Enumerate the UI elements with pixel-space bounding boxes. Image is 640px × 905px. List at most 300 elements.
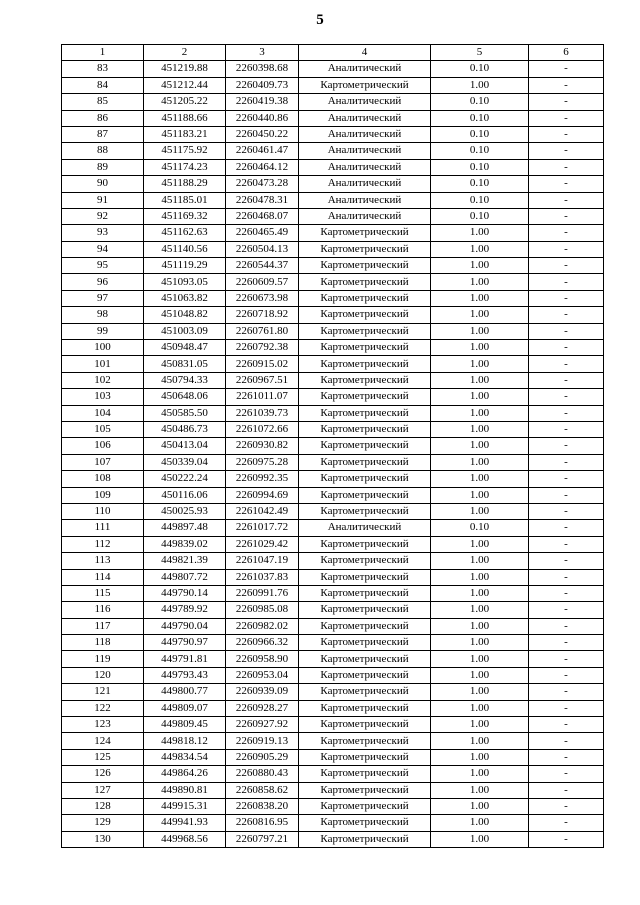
- table-cell: 451174.23: [144, 159, 226, 175]
- table-cell: 1.00: [431, 749, 529, 765]
- table-cell: 449915.31: [144, 798, 226, 814]
- table-cell: 451183.21: [144, 126, 226, 142]
- table-cell: Картометрический: [299, 389, 431, 405]
- page-number: 5: [316, 12, 324, 28]
- header-row: [62, 45, 604, 61]
- table-cell: 92: [62, 208, 144, 224]
- table-cell: 2260464.12: [226, 159, 299, 175]
- table-cell: -: [529, 618, 604, 634]
- table-row: [62, 208, 604, 224]
- table-cell: 2261072.66: [226, 421, 299, 437]
- table-cell: 2260975.28: [226, 454, 299, 470]
- table-cell: 2260465.49: [226, 225, 299, 241]
- table-cell: 120: [62, 667, 144, 683]
- table-cell: 2260419.38: [226, 94, 299, 110]
- table-cell: 449968.56: [144, 831, 226, 847]
- table-row: [62, 356, 604, 372]
- table-cell: 83: [62, 61, 144, 77]
- table-row: [62, 733, 604, 749]
- table-cell: -: [529, 487, 604, 503]
- table-cell: 449790.04: [144, 618, 226, 634]
- table-cell: 114: [62, 569, 144, 585]
- table-cell: Картометрический: [299, 77, 431, 93]
- table-cell: Картометрический: [299, 766, 431, 782]
- table-cell: 2261029.42: [226, 536, 299, 552]
- table-cell: 1.00: [431, 503, 529, 519]
- table-cell: 451219.88: [144, 61, 226, 77]
- table-row: [62, 110, 604, 126]
- table-cell: 451175.92: [144, 143, 226, 159]
- table-cell: 2260478.31: [226, 192, 299, 208]
- table-cell: 1.00: [431, 471, 529, 487]
- table-cell: -: [529, 356, 604, 372]
- table-cell: 2261039.73: [226, 405, 299, 421]
- table-cell: 451205.22: [144, 94, 226, 110]
- table-cell: Картометрический: [299, 421, 431, 437]
- table-cell: Картометрический: [299, 405, 431, 421]
- table-row: [62, 225, 604, 241]
- table-cell: Аналитический: [299, 110, 431, 126]
- table-cell: 451048.82: [144, 307, 226, 323]
- table-cell: -: [529, 831, 604, 847]
- table-cell: -: [529, 585, 604, 601]
- table-cell: 102: [62, 372, 144, 388]
- table-cell: 94: [62, 241, 144, 257]
- table-cell: 1.00: [431, 307, 529, 323]
- table-cell: Картометрический: [299, 733, 431, 749]
- table-cell: 0.10: [431, 143, 529, 159]
- table-cell: Аналитический: [299, 520, 431, 536]
- table-cell: 110: [62, 503, 144, 519]
- table-cell: 127: [62, 782, 144, 798]
- table-cell: 2260858.62: [226, 782, 299, 798]
- table-cell: Аналитический: [299, 176, 431, 192]
- table-cell: -: [529, 323, 604, 339]
- table-cell: 450025.93: [144, 503, 226, 519]
- table-cell: 0.10: [431, 94, 529, 110]
- table-cell: 449864.26: [144, 766, 226, 782]
- table-row: [62, 749, 604, 765]
- table-cell: Картометрический: [299, 307, 431, 323]
- table-cell: -: [529, 733, 604, 749]
- table-cell: 449793.43: [144, 667, 226, 683]
- table-row: [62, 536, 604, 552]
- table-cell: 1.00: [431, 733, 529, 749]
- table-cell: 451093.05: [144, 274, 226, 290]
- table-cell: 100: [62, 340, 144, 356]
- table-cell: -: [529, 61, 604, 77]
- table-cell: 125: [62, 749, 144, 765]
- table-row: [62, 487, 604, 503]
- table-cell: 95: [62, 258, 144, 274]
- table-cell: Картометрический: [299, 749, 431, 765]
- table-cell: 450948.47: [144, 340, 226, 356]
- table-cell: 2260473.28: [226, 176, 299, 192]
- table-cell: -: [529, 749, 604, 765]
- table-cell: 1.00: [431, 77, 529, 93]
- table-cell: 1.00: [431, 454, 529, 470]
- table-cell: 1.00: [431, 553, 529, 569]
- table-cell: 2261042.49: [226, 503, 299, 519]
- table-cell: 91: [62, 192, 144, 208]
- table-cell: -: [529, 258, 604, 274]
- table-cell: 122: [62, 700, 144, 716]
- table-cell: 450339.04: [144, 454, 226, 470]
- table-cell: 0.10: [431, 192, 529, 208]
- table-cell: 449897.48: [144, 520, 226, 536]
- table-cell: 449834.54: [144, 749, 226, 765]
- table-cell: Картометрический: [299, 569, 431, 585]
- table-cell: -: [529, 536, 604, 552]
- header-cell: 6: [529, 45, 604, 61]
- table-cell: 119: [62, 651, 144, 667]
- table-cell: 2260927.92: [226, 717, 299, 733]
- table-cell: Картометрический: [299, 503, 431, 519]
- table-cell: 450585.50: [144, 405, 226, 421]
- table-cell: -: [529, 389, 604, 405]
- table-cell: 450116.06: [144, 487, 226, 503]
- table-cell: 90: [62, 176, 144, 192]
- table-row: [62, 274, 604, 290]
- table-cell: Картометрический: [299, 553, 431, 569]
- table-cell: 2260939.09: [226, 684, 299, 700]
- table-cell: 1.00: [431, 635, 529, 651]
- table-cell: 2260797.21: [226, 831, 299, 847]
- table-cell: -: [529, 176, 604, 192]
- table-cell: 449818.12: [144, 733, 226, 749]
- table-cell: 101: [62, 356, 144, 372]
- table-cell: 2261017.72: [226, 520, 299, 536]
- table-cell: -: [529, 290, 604, 306]
- table-cell: 451063.82: [144, 290, 226, 306]
- table-cell: -: [529, 569, 604, 585]
- table-cell: Картометрический: [299, 651, 431, 667]
- table-cell: 2260966.32: [226, 635, 299, 651]
- table-body: [62, 61, 604, 848]
- table-cell: 1.00: [431, 569, 529, 585]
- table-cell: 1.00: [431, 405, 529, 421]
- table-cell: -: [529, 225, 604, 241]
- table-cell: -: [529, 110, 604, 126]
- table-cell: 2260816.95: [226, 815, 299, 831]
- table-cell: Картометрический: [299, 372, 431, 388]
- table-cell: 1.00: [431, 585, 529, 601]
- table-cell: 2260504.13: [226, 241, 299, 257]
- table-cell: -: [529, 553, 604, 569]
- table-cell: 449789.92: [144, 602, 226, 618]
- table-cell: -: [529, 372, 604, 388]
- table-cell: 451140.56: [144, 241, 226, 257]
- table-cell: -: [529, 717, 604, 733]
- table-cell: 1.00: [431, 831, 529, 847]
- table-cell: 2260992.35: [226, 471, 299, 487]
- table-cell: 2260450.22: [226, 126, 299, 142]
- table-row: [62, 815, 604, 831]
- table-row: [62, 372, 604, 388]
- table-cell: 449807.72: [144, 569, 226, 585]
- table-cell: 0.10: [431, 176, 529, 192]
- table-cell: 113: [62, 553, 144, 569]
- table-cell: 124: [62, 733, 144, 749]
- table-cell: 451188.29: [144, 176, 226, 192]
- table-cell: 103: [62, 389, 144, 405]
- table-cell: 97: [62, 290, 144, 306]
- table-cell: 106: [62, 438, 144, 454]
- table-cell: 84: [62, 77, 144, 93]
- table-cell: Картометрический: [299, 471, 431, 487]
- table-cell: Картометрический: [299, 618, 431, 634]
- table-row: [62, 241, 604, 257]
- table-cell: 1.00: [431, 372, 529, 388]
- table-cell: 2261037.83: [226, 569, 299, 585]
- table-cell: 2260792.38: [226, 340, 299, 356]
- table-cell: -: [529, 143, 604, 159]
- table-cell: 115: [62, 585, 144, 601]
- table-cell: Картометрический: [299, 717, 431, 733]
- table-cell: Аналитический: [299, 126, 431, 142]
- table-cell: Картометрический: [299, 340, 431, 356]
- table-cell: 0.10: [431, 159, 529, 175]
- table-cell: 1.00: [431, 487, 529, 503]
- table-cell: 1.00: [431, 340, 529, 356]
- table-cell: 85: [62, 94, 144, 110]
- table-row: [62, 192, 604, 208]
- table-cell: 1.00: [431, 782, 529, 798]
- header-cell: 1: [62, 45, 144, 61]
- table-cell: 1.00: [431, 290, 529, 306]
- table-cell: Картометрический: [299, 831, 431, 847]
- table-cell: Аналитический: [299, 159, 431, 175]
- table-cell: 118: [62, 635, 144, 651]
- table-cell: 1.00: [431, 667, 529, 683]
- table-cell: 1.00: [431, 618, 529, 634]
- table-cell: Картометрический: [299, 798, 431, 814]
- table-cell: 450831.05: [144, 356, 226, 372]
- table-cell: Аналитический: [299, 192, 431, 208]
- table-row: [62, 258, 604, 274]
- table-cell: 2260982.02: [226, 618, 299, 634]
- table-cell: -: [529, 782, 604, 798]
- table-row: [62, 602, 604, 618]
- table-cell: 2261047.19: [226, 553, 299, 569]
- table-cell: Картометрический: [299, 585, 431, 601]
- table-cell: 449791.81: [144, 651, 226, 667]
- table-cell: Картометрический: [299, 241, 431, 257]
- table-row: [62, 126, 604, 142]
- table-cell: 451003.09: [144, 323, 226, 339]
- table-row: [62, 717, 604, 733]
- table-cell: 98: [62, 307, 144, 323]
- table-cell: -: [529, 77, 604, 93]
- table-cell: 449941.93: [144, 815, 226, 831]
- table-cell: 2261011.07: [226, 389, 299, 405]
- table-cell: 1.00: [431, 717, 529, 733]
- table-cell: 449800.77: [144, 684, 226, 700]
- table-cell: -: [529, 651, 604, 667]
- table-cell: 129: [62, 815, 144, 831]
- table-cell: 96: [62, 274, 144, 290]
- table-cell: 123: [62, 717, 144, 733]
- table-row: [62, 77, 604, 93]
- table-cell: Картометрический: [299, 667, 431, 683]
- table-row: [62, 618, 604, 634]
- table-cell: 451185.01: [144, 192, 226, 208]
- table-cell: Картометрический: [299, 290, 431, 306]
- table-cell: 449790.97: [144, 635, 226, 651]
- table-cell: 112: [62, 536, 144, 552]
- header-cell: 4: [299, 45, 431, 61]
- table-cell: -: [529, 208, 604, 224]
- table-cell: 2260930.82: [226, 438, 299, 454]
- table-cell: Картометрический: [299, 356, 431, 372]
- header-cell: 5: [431, 45, 529, 61]
- table-cell: 450222.24: [144, 471, 226, 487]
- table-cell: -: [529, 421, 604, 437]
- table-cell: 1.00: [431, 274, 529, 290]
- table-cell: -: [529, 815, 604, 831]
- table-cell: -: [529, 438, 604, 454]
- table-cell: Картометрический: [299, 684, 431, 700]
- table-row: [62, 290, 604, 306]
- table-row: [62, 176, 604, 192]
- table-row: [62, 94, 604, 110]
- table-row: [62, 389, 604, 405]
- table-row: [62, 635, 604, 651]
- table-cell: 1.00: [431, 258, 529, 274]
- table-cell: 2260985.08: [226, 602, 299, 618]
- table-cell: 449809.45: [144, 717, 226, 733]
- table-cell: 2260468.07: [226, 208, 299, 224]
- table-cell: 2260461.47: [226, 143, 299, 159]
- table-cell: 87: [62, 126, 144, 142]
- table-cell: Картометрический: [299, 536, 431, 552]
- table-cell: Картометрический: [299, 274, 431, 290]
- table-row: [62, 585, 604, 601]
- table-cell: 449890.81: [144, 782, 226, 798]
- table-row: [62, 307, 604, 323]
- table-cell: Картометрический: [299, 602, 431, 618]
- table-cell: 449839.02: [144, 536, 226, 552]
- table-row: [62, 159, 604, 175]
- table-cell: -: [529, 307, 604, 323]
- table-cell: -: [529, 667, 604, 683]
- table-row: [62, 438, 604, 454]
- table-cell: 105: [62, 421, 144, 437]
- table-cell: 450413.04: [144, 438, 226, 454]
- table-cell: -: [529, 126, 604, 142]
- table-cell: 2260609.57: [226, 274, 299, 290]
- table-cell: 1.00: [431, 815, 529, 831]
- table-cell: 0.10: [431, 61, 529, 77]
- coordinates-table: [61, 44, 604, 848]
- table-cell: 2260673.98: [226, 290, 299, 306]
- table-cell: Картометрический: [299, 438, 431, 454]
- table-cell: Аналитический: [299, 143, 431, 159]
- table-row: [62, 471, 604, 487]
- table-cell: 1.00: [431, 438, 529, 454]
- table-cell: 1.00: [431, 323, 529, 339]
- table-cell: 104: [62, 405, 144, 421]
- table-cell: 451188.66: [144, 110, 226, 126]
- table-row: [62, 782, 604, 798]
- table-cell: 0.10: [431, 208, 529, 224]
- table-row: [62, 503, 604, 519]
- table-cell: 1.00: [431, 766, 529, 782]
- table-cell: 0.10: [431, 126, 529, 142]
- table-cell: 2260409.73: [226, 77, 299, 93]
- table-cell: Аналитический: [299, 208, 431, 224]
- table-row: [62, 569, 604, 585]
- table-cell: 107: [62, 454, 144, 470]
- table-row: [62, 798, 604, 814]
- table-cell: 451212.44: [144, 77, 226, 93]
- table-cell: 99: [62, 323, 144, 339]
- table-cell: Картометрический: [299, 487, 431, 503]
- table-cell: 1.00: [431, 700, 529, 716]
- table-cell: 88: [62, 143, 144, 159]
- table-cell: Аналитический: [299, 94, 431, 110]
- table-cell: 1.00: [431, 241, 529, 257]
- header-cell: 3: [226, 45, 299, 61]
- table-cell: Картометрический: [299, 700, 431, 716]
- table-cell: 2260994.69: [226, 487, 299, 503]
- table-row: [62, 323, 604, 339]
- table-cell: Картометрический: [299, 225, 431, 241]
- table-cell: 451119.29: [144, 258, 226, 274]
- table-cell: 86: [62, 110, 144, 126]
- table-cell: -: [529, 635, 604, 651]
- table-cell: 2260544.37: [226, 258, 299, 274]
- table-cell: -: [529, 798, 604, 814]
- table-cell: Аналитический: [299, 61, 431, 77]
- table-cell: -: [529, 241, 604, 257]
- table-cell: Картометрический: [299, 258, 431, 274]
- table-cell: 0.10: [431, 520, 529, 536]
- table-cell: -: [529, 520, 604, 536]
- table-cell: 1.00: [431, 798, 529, 814]
- table-cell: 2260958.90: [226, 651, 299, 667]
- table-cell: -: [529, 159, 604, 175]
- table-row: [62, 700, 604, 716]
- table-cell: 449821.39: [144, 553, 226, 569]
- table-cell: 449809.07: [144, 700, 226, 716]
- table-cell: -: [529, 700, 604, 716]
- table-cell: 1.00: [431, 356, 529, 372]
- table-cell: 2260905.29: [226, 749, 299, 765]
- table-cell: -: [529, 192, 604, 208]
- table-cell: 2260919.13: [226, 733, 299, 749]
- table-row: [62, 421, 604, 437]
- table-cell: 450648.06: [144, 389, 226, 405]
- table-cell: 116: [62, 602, 144, 618]
- table-row: [62, 553, 604, 569]
- table-cell: 121: [62, 684, 144, 700]
- table-cell: 450486.73: [144, 421, 226, 437]
- table-cell: 117: [62, 618, 144, 634]
- table-cell: -: [529, 602, 604, 618]
- table-cell: Картометрический: [299, 635, 431, 651]
- table-cell: 451162.63: [144, 225, 226, 241]
- table-row: [62, 405, 604, 421]
- table-cell: 126: [62, 766, 144, 782]
- table-cell: -: [529, 405, 604, 421]
- table-cell: 449790.14: [144, 585, 226, 601]
- table-row: [62, 831, 604, 847]
- table-row: [62, 684, 604, 700]
- table-cell: 1.00: [431, 421, 529, 437]
- table-cell: 2260761.80: [226, 323, 299, 339]
- table-cell: 1.00: [431, 389, 529, 405]
